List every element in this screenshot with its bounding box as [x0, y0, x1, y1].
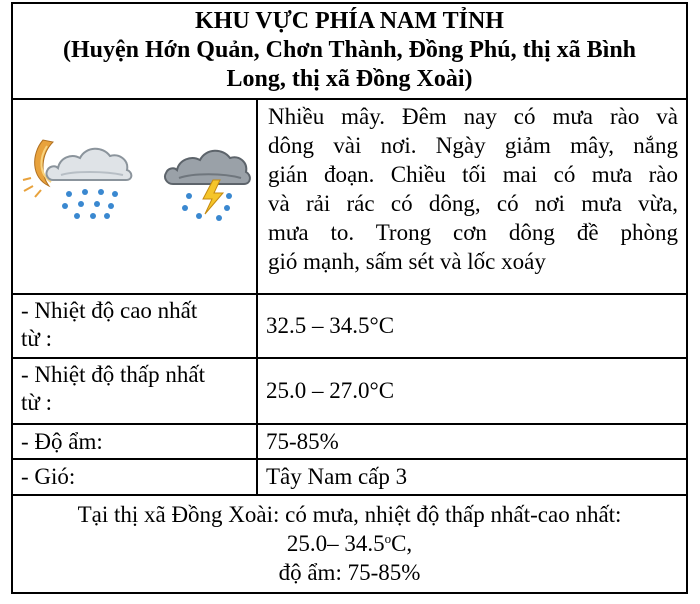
- footer-summary: [13, 494, 686, 592]
- title-line-2: (Huyện Hớn Quản, Chơn Thành, Đồng Phú, thị xã Bình: [62, 37, 637, 63]
- forecast-line: dông vài nơi. Ngày giảm mây, nắng: [268, 133, 678, 158]
- wind-row: [13, 458, 686, 494]
- thunderstorm-cloud-icon: [165, 151, 250, 221]
- footer-line-1: Tại thị xã Đồng Xoài: có mưa, nhiệt độ thấp nhất-cao nhất:: [77, 502, 622, 527]
- forecast-table: [11, 2, 688, 594]
- title-line-1: KHU VỰC PHÍA NAM TỈNH: [195, 8, 504, 34]
- humidity-row: [13, 423, 686, 458]
- max-temp-value: 32.5 – 34.5°C: [266, 313, 395, 338]
- forecast-line: và rải rác có dông, có nơi mưa vừa,: [268, 191, 678, 216]
- forecast-line: Nhiều mây. Đêm nay có mưa rào và: [268, 104, 678, 129]
- min-temp-row: [13, 357, 686, 423]
- footer-line-2: 25.0– 34.5$^o$C,: [286, 531, 413, 556]
- weather-icons: [13, 100, 256, 293]
- forecast-line: mưa to. Trong cơn dông đề phòng: [268, 220, 678, 245]
- region-title: [13, 4, 686, 98]
- forecast-description: [258, 100, 686, 293]
- footer-line-3: độ ẩm: 75-85%: [278, 560, 421, 585]
- forecast-row: [13, 98, 686, 293]
- wind-value: Tây Nam cấp 3: [266, 464, 408, 489]
- forecast-line: gián đoạn. Chiều tối mai có mưa rào: [268, 162, 678, 187]
- forecast-line: gió mạnh, sấm sét và lốc xoáy: [268, 249, 546, 274]
- humidity-value: 75-85%: [266, 428, 339, 454]
- min-temp-label: - Nhiệt độ thấp nhất từ :: [21, 362, 205, 415]
- humidity-label: - Độ ẩm:: [21, 428, 103, 454]
- max-temp-row: [13, 293, 686, 357]
- min-temp-value: 25.0 – 27.0°C: [266, 378, 395, 403]
- weather-icons-cell: [13, 100, 256, 293]
- wind-label: - Gió:: [21, 464, 76, 489]
- max-temp-label: - Nhiệt độ cao nhất từ :: [21, 298, 198, 351]
- night-rain-cloud-icon: [23, 140, 131, 219]
- title-line-3: Long, thị xã Đồng Xoài): [226, 66, 473, 92]
